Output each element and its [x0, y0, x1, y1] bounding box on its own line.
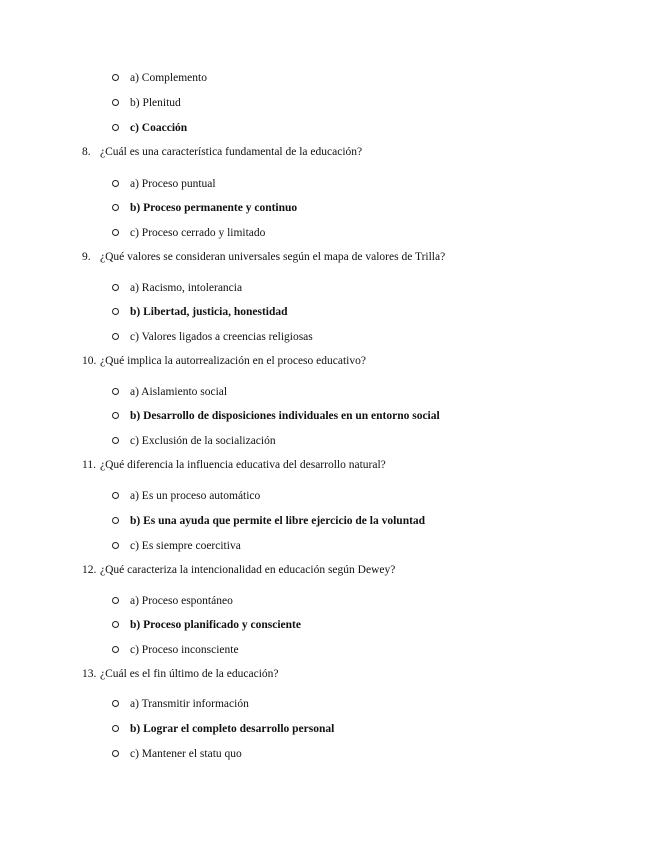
- question-text: ¿Qué caracteriza la intencionalidad en educación según Dewey?: [100, 564, 396, 576]
- circle-bullet-icon: [112, 437, 119, 444]
- option-text: b) Desarrollo de disposiciones individuales en un entorno social: [130, 410, 440, 422]
- circle-bullet-icon: [112, 725, 119, 732]
- question-number: 12.: [82, 564, 97, 576]
- circle-bullet-icon: [112, 517, 119, 524]
- question-text: ¿Qué diferencia la influencia educativa del desarrollo natural?: [100, 459, 386, 471]
- question-text: ¿Cuál es el fin último de la educación?: [100, 668, 279, 680]
- circle-bullet-icon: [112, 750, 119, 757]
- question-number: 11.: [82, 459, 96, 471]
- option-text: a) Racismo, intolerancia: [130, 282, 243, 294]
- circle-bullet-icon: [112, 646, 119, 653]
- circle-bullet-icon: [112, 204, 119, 211]
- circle-bullet-icon: [112, 542, 119, 549]
- option-text: b) Libertad, justicia, honestidad: [130, 306, 288, 318]
- circle-bullet-icon: [112, 74, 119, 81]
- question-text: ¿Cuál es una característica fundamental de la educación?: [100, 146, 363, 158]
- option-text: c) Exclusión de la socialización: [130, 435, 276, 447]
- question-number: 8.: [82, 146, 91, 158]
- circle-bullet-icon: [112, 99, 119, 106]
- circle-bullet-icon: [112, 124, 119, 131]
- option-text: a) Complemento: [130, 72, 207, 84]
- option-text: a) Proceso puntual: [130, 178, 216, 190]
- option-text: a) Es un proceso automático: [130, 490, 261, 502]
- circle-bullet-icon: [112, 388, 119, 395]
- question-number: 9.: [82, 251, 91, 263]
- option-text: b) Es una ayuda que permite el libre ejercicio de la voluntad: [130, 515, 426, 527]
- question-number: 10.: [82, 355, 97, 367]
- circle-bullet-icon: [112, 621, 119, 628]
- circle-bullet-icon: [112, 308, 119, 315]
- option-text: b) Proceso permanente y continuo: [130, 202, 298, 214]
- option-text: c) Valores ligados a creencias religiosas: [130, 331, 313, 343]
- circle-bullet-icon: [112, 229, 119, 236]
- option-text: a) Transmitir información: [130, 698, 249, 710]
- option-text: c) Mantener el statu quo: [130, 748, 242, 760]
- circle-bullet-icon: [112, 492, 119, 499]
- option-text: c) Proceso cerrado y limitado: [130, 227, 266, 239]
- circle-bullet-icon: [112, 180, 119, 187]
- circle-bullet-icon: [112, 284, 119, 291]
- question-number: 13.: [82, 668, 97, 680]
- option-text: b) Plenitud: [130, 97, 181, 109]
- option-text: a) Proceso espontáneo: [130, 595, 233, 607]
- circle-bullet-icon: [112, 412, 119, 419]
- question-text: ¿Qué implica la autorrealización en el proceso educativo?: [100, 355, 366, 367]
- option-text: b) Lograr el completo desarrollo personal: [130, 723, 335, 735]
- circle-bullet-icon: [112, 333, 119, 340]
- question-text: ¿Qué valores se consideran universales según el mapa de valores de Trilla?: [100, 251, 446, 263]
- option-text: a) Aislamiento social: [130, 386, 228, 398]
- option-text: c) Es siempre coercitiva: [130, 540, 241, 552]
- option-text: c) Coacción: [130, 122, 188, 134]
- circle-bullet-icon: [112, 700, 119, 707]
- option-text: c) Proceso inconsciente: [130, 644, 239, 656]
- circle-bullet-icon: [112, 597, 119, 604]
- option-text: b) Proceso planificado y consciente: [130, 619, 301, 631]
